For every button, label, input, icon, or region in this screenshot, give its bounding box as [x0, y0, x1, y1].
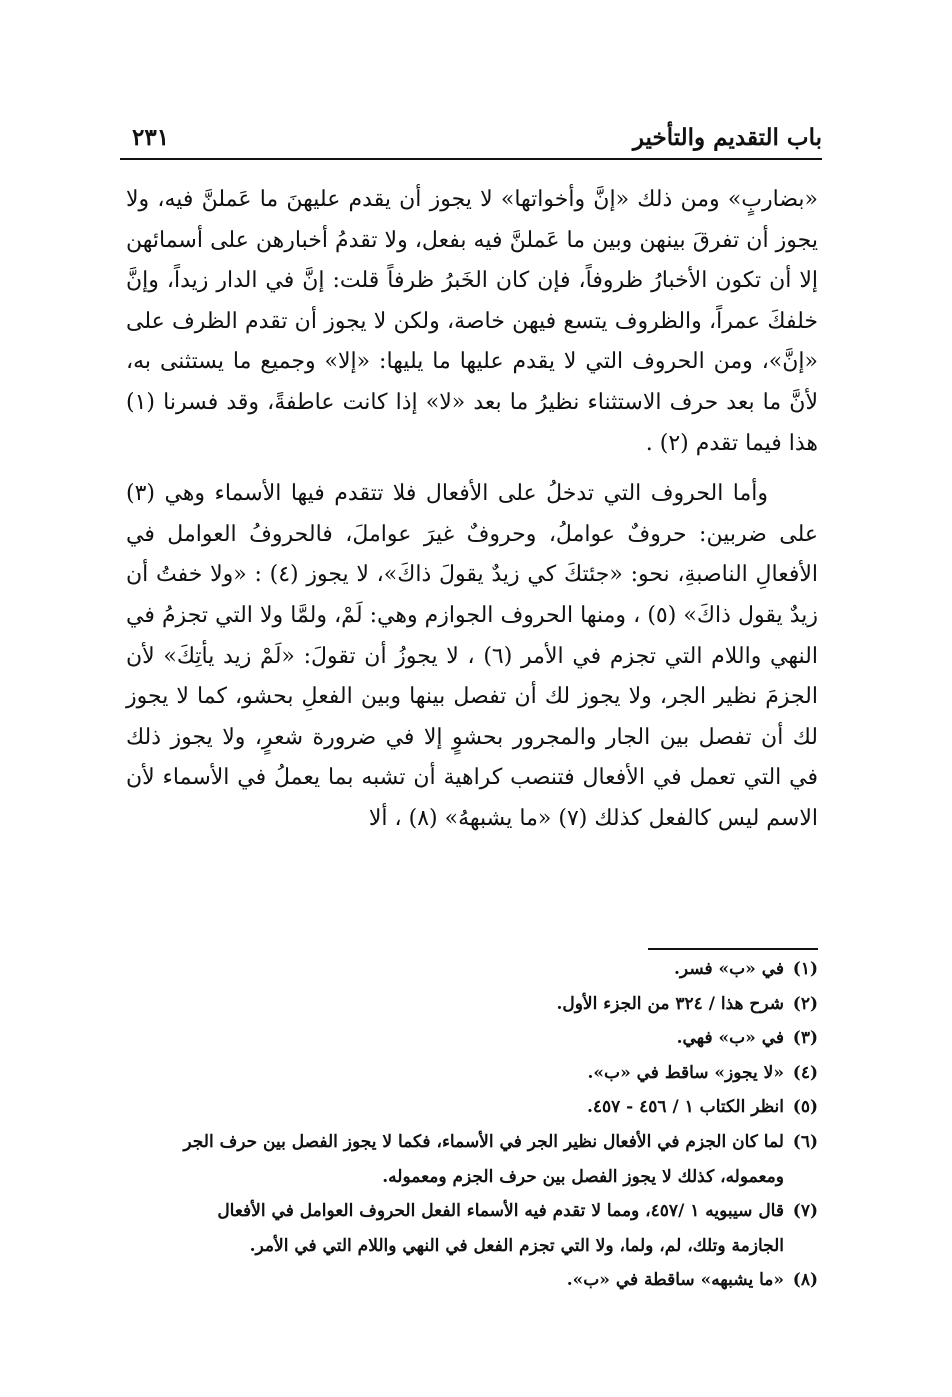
header-rule [120, 158, 822, 160]
footnote-8 [124, 1263, 818, 1298]
footnote-number: (٨) [792, 1270, 818, 1291]
page-number: ٢٣١ [132, 124, 170, 151]
footnote-separator [648, 948, 818, 950]
footnote-text: لما كان الجزم في الأفعال نظير الجر في الأسماء، فكما لا يجوز الفصل بين حرف الجر [183, 1131, 784, 1152]
footnote-number: (٥) [792, 1097, 818, 1118]
footnote-1 [124, 952, 818, 987]
footnote-text: قال سيبويه ١ /٤٥٧، ومما لا تقدم فيه الأسماء الفعل الحروف العوامل في الأفعال [217, 1201, 784, 1222]
footnotes [124, 952, 818, 1298]
footnote-text: «ما يشبهه» ساقطة في «ب». [566, 1270, 784, 1291]
footnote-number: (٤) [792, 1062, 818, 1083]
footnote-6-continuation: ومعموله، كذلك لا يجوز الفصل بين حرف الجزم ومعموله. [382, 1166, 784, 1187]
paragraph-1: «بضاربٍ» ومن ذلك «إنَّ وأخواتها» لا يجوز أن يقدم عليهنَ ما عَملنَّ فيه، ولا يجوز أن تفرقَ بينهن وبين ما عَملنَّ فيه بفعل، ولا تقدمُ أخبارهن على أسمائهن إلا أن تكون الأخبارُ ظروفاً، فإن كان الخَبرُ ظرفاً قلت: إنَّ في الدار زيداً، وإنَّ خلفكَ عمراً، والظروف يتسع فيهن خاصة، ولكن لا يجوز أن تقدم الظرف على «إنَّ»، ومن الحروف التي لا يقدم عليها ما يليها: «إلا» وجميع ما يستثنى به، لأنَّ ما بعد حرف الاستثناء نظيرُ ما بعد «لا» إذا كانت عاطفةً، وقد فسرنا (١) هذا فيما تقدم (٢) . [126, 187, 818, 456]
footnote-6 [124, 1125, 818, 1160]
footnote-text: «لا يجوز» ساقط في «ب». [587, 1062, 784, 1083]
footnote-number: (٣) [792, 1028, 818, 1049]
footnote-3 [124, 1021, 818, 1056]
footnote-7 [124, 1194, 818, 1229]
main-text [126, 180, 818, 840]
footnote-text: شرح هذا / ٣٢٤ من الجزء الأول. [556, 993, 784, 1014]
footnote-number: (٦) [792, 1131, 818, 1152]
footnote-5 [124, 1090, 818, 1125]
running-header [120, 118, 822, 158]
footnote-number: (٢) [792, 993, 818, 1014]
paragraph-2: وأما الحروف التي تدخلُ على الأفعال فلا تتقدم فيها الأسماء وهي (٣) على ضربين: حروفٌ عواملُ، وحروفٌ غيرَ عواملَ، فالحروفُ العوامل في الأفعالِ الناصبةِ، نحو: «جئتكَ كي زيدٌ يقولَ ذاكَ»، لا يجوز (٤) : «ولا خفتُ أن زيدٌ يقول ذاكَ» (٥) ، ومنها الحروف الجوازم وهي: لَمْ، ولمَّا ولا التي تجزمُ في النهي واللام التي تجزم في الأمر (٦) ، لا يجوزُ أن تقولَ: «لَمْ زيد يأتِكَ» لأن الجزمَ نظير الجر، ولا يجوز لك أن تفصل بينها وبين الفعلِ بحشو، كما لا يجوز لك أن تفصل بين الجار والمجرور بحشوٍ إلا في ضرورة شعرٍ، ولا يجوز ذلك في التي تعمل في الأفعال فتنصب كراهية أن تشبه بما يعملُ في الأسماء لأن الاسم ليس كالفعل كذلك (٧) «ما يشبههُ» (٨) ، ألا [126, 481, 818, 831]
footnote-text: انظر الكتاب ١ / ٤٥٦ - ٤٥٧. [586, 1097, 784, 1118]
footnote-text: في «ب» فسر. [674, 959, 784, 979]
footnote-number: (٧) [792, 1201, 818, 1222]
running-title: باب التقديم والتأخير [632, 124, 822, 151]
footnote-text: في «ب» فهي. [676, 1028, 784, 1049]
footnote-number: (١) [792, 959, 818, 979]
footnote-2 [124, 987, 818, 1022]
footnote-7-continuation: الجازمة وتلك، لم، ولما، ولا التي تجزم الفعل في النهي واللام التي في الأمر. [249, 1235, 784, 1256]
footnote-4 [124, 1056, 818, 1091]
